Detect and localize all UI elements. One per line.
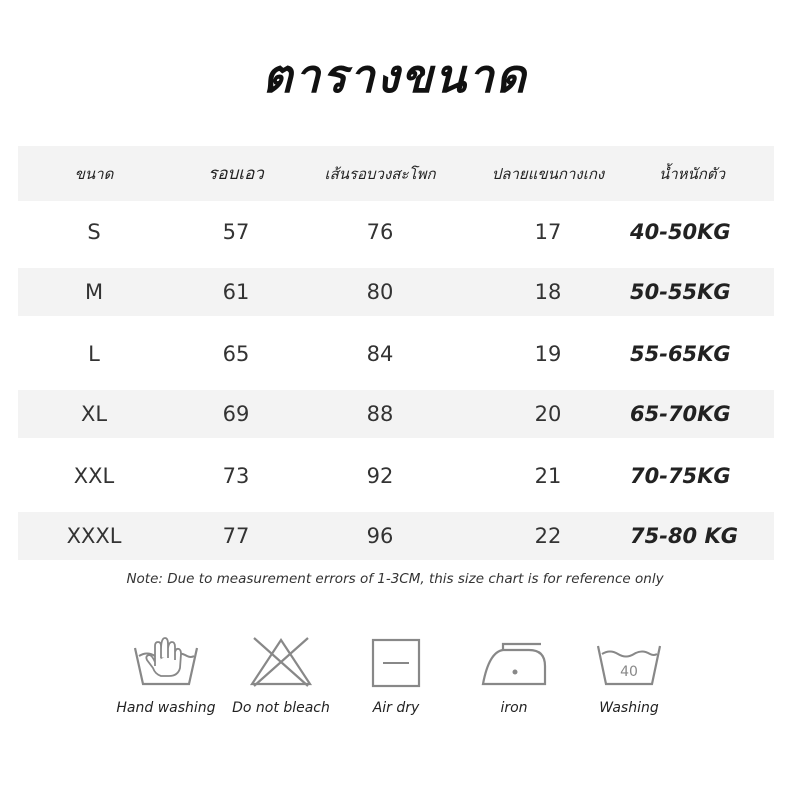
cell-weight: 65-70KG (630, 402, 731, 426)
care-hand-washing (111, 636, 221, 716)
cell-hip: 96 (366, 524, 394, 548)
size-table (18, 146, 774, 567)
cell-waist: 65 (222, 341, 250, 366)
cell-hip: 88 (366, 402, 394, 426)
no-bleach-icon (246, 636, 316, 688)
cell-weight: 70-75KG (630, 463, 731, 488)
table-row (18, 268, 774, 316)
cell-hip: 84 (366, 341, 394, 366)
cell-leg-opening: 21 (534, 463, 562, 488)
cell-hip: 92 (366, 463, 394, 488)
table-header-row (18, 146, 774, 201)
cell-waist: 77 (222, 524, 250, 548)
care-label: Do not bleach (232, 700, 330, 716)
cell-leg-opening: 18 (534, 280, 562, 304)
header-leg-opening: ปลายแขนกางเกง (491, 164, 605, 183)
cell-hip: 80 (366, 280, 394, 304)
measurement-note: Note: Due to measurement errors of 1-3CM, this size chart is for reference only (126, 571, 664, 587)
cell-hip: 76 (366, 219, 394, 244)
cell-weight: 75-80 KG (630, 524, 738, 548)
page-title: ตารางขนาด (262, 49, 528, 103)
cell-size: L (88, 341, 100, 366)
hand-wash-icon (131, 636, 201, 688)
wash-temperature: 40 (620, 664, 638, 680)
cell-waist: 73 (222, 463, 250, 488)
cell-size: XXXL (66, 524, 122, 548)
table-row (18, 445, 774, 506)
cell-waist: 69 (222, 402, 250, 426)
cell-size: M (84, 280, 104, 304)
cell-weight: 50-55KG (630, 280, 731, 304)
cell-size: S (87, 219, 101, 244)
care-label: Air dry (372, 700, 420, 716)
cell-leg-opening: 19 (534, 341, 562, 366)
care-label: Washing (599, 700, 659, 716)
air-dry-icon (361, 636, 431, 688)
care-label: iron (500, 700, 528, 716)
care-air-dry (341, 636, 451, 716)
cell-waist: 61 (222, 280, 250, 304)
header-weight: น้ำหนักตัว (658, 164, 726, 183)
table-row (18, 512, 774, 560)
cell-leg-opening: 17 (534, 219, 562, 244)
cell-leg-opening: 22 (534, 524, 562, 548)
cell-size: XL (80, 402, 108, 426)
care-iron (459, 636, 569, 716)
cell-size: XXL (73, 463, 115, 488)
header-hip: เส้นรอบวงสะโพก (324, 164, 436, 183)
header-size: ขนาด (74, 164, 114, 183)
cell-waist: 57 (222, 219, 250, 244)
care-washing-40 (574, 636, 684, 716)
cell-leg-opening: 20 (534, 402, 562, 426)
table-row (18, 201, 774, 262)
care-label: Hand washing (116, 700, 216, 716)
iron-icon (479, 636, 549, 688)
care-do-not-bleach (226, 636, 336, 716)
table-body (18, 201, 774, 560)
wash-40-icon (594, 636, 664, 688)
table-row (18, 323, 774, 384)
cell-weight: 55-65KG (630, 341, 731, 366)
table-row (18, 390, 774, 438)
header-waist: รอบเอว (208, 164, 264, 184)
cell-weight: 40-50KG (630, 219, 731, 244)
